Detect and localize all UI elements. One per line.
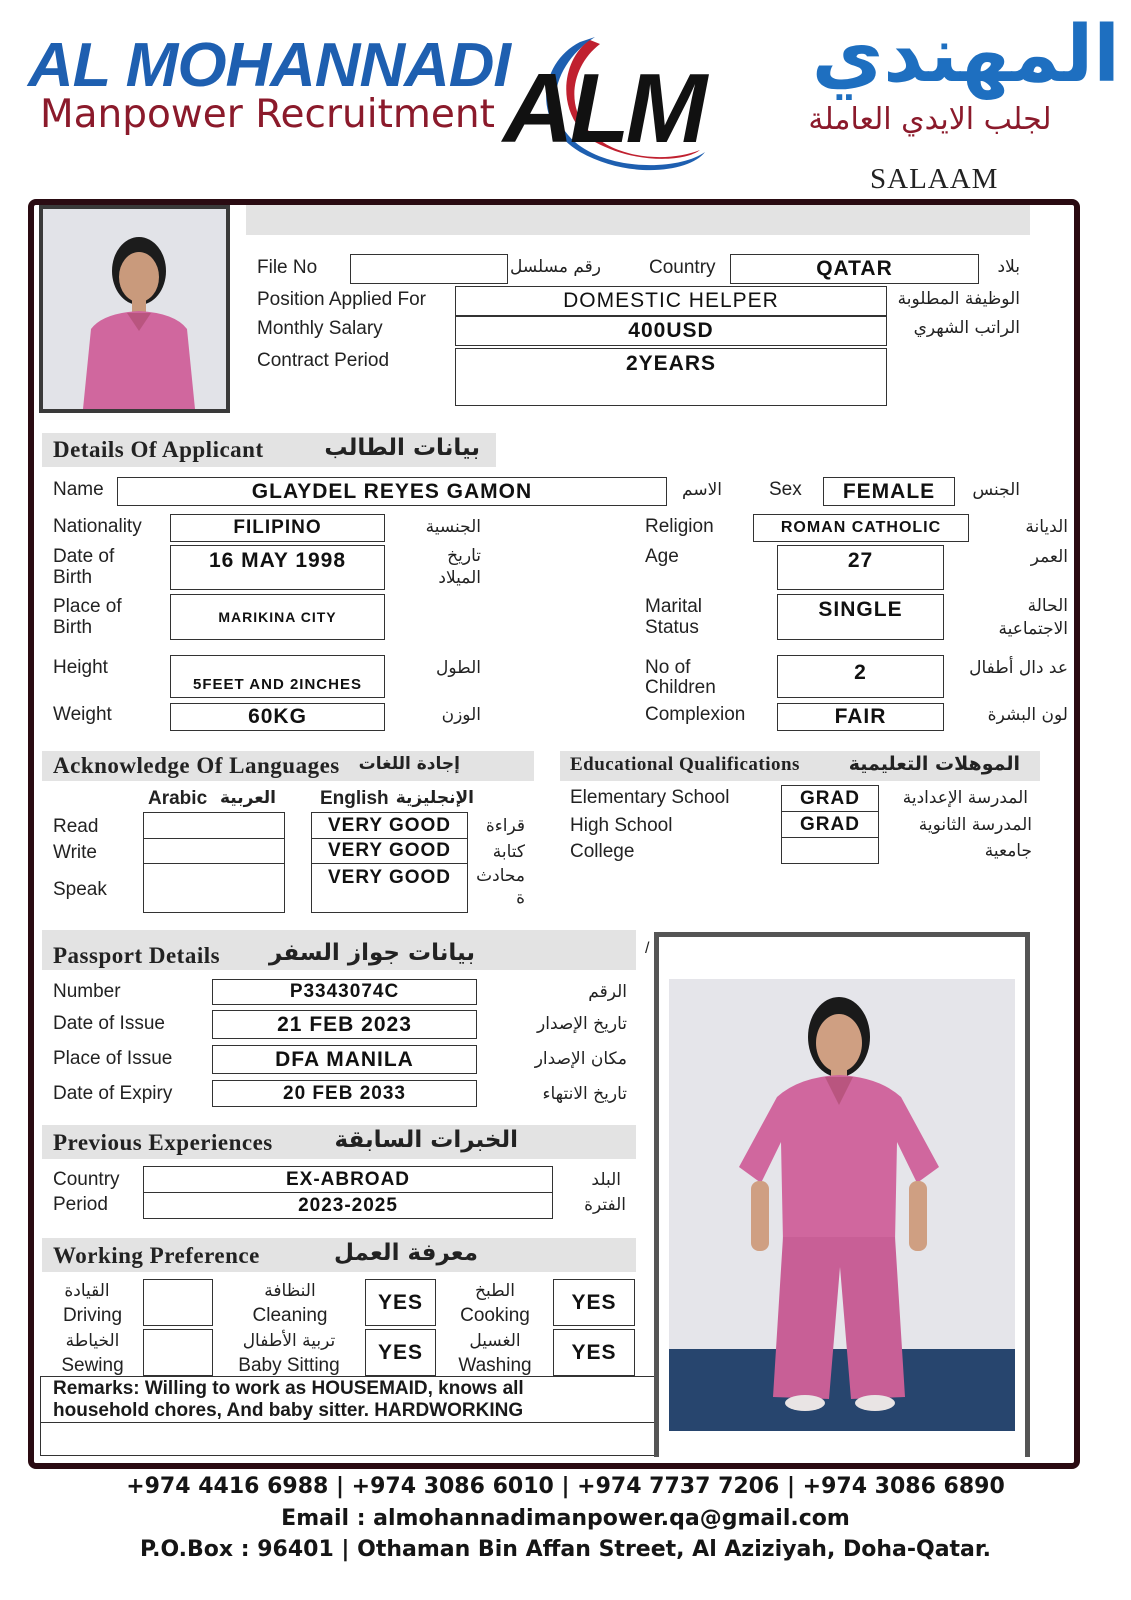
speak-label-ar-2: ة: [516, 888, 525, 908]
remarks-divider: [40, 1422, 654, 1423]
brand-name-english: AL MOHANNADI: [28, 31, 510, 100]
sex-label-ar: الجنس: [972, 480, 1020, 500]
salary-label: Monthly Salary: [257, 318, 383, 339]
remarks-line-1: Remarks: Willing to work as HOUSEMAID, knows all: [53, 1378, 524, 1399]
footer-phones: +974 4416 6988 | +974 3086 6010 | +974 7737 7206 | +974 3086 6890: [126, 1474, 1005, 1499]
exp-country-label: Country: [53, 1169, 120, 1190]
person-portrait-icon: [43, 209, 226, 409]
file-no-label: File No: [257, 257, 318, 278]
washing-label-ar: الغسيل: [469, 1331, 521, 1351]
baby-sitting-label: Baby Sitting: [238, 1355, 340, 1376]
preference-section-title-ar: معرفة العمل: [334, 1240, 478, 1266]
complexion-field: FAIR: [777, 703, 944, 731]
col-arabic-label-ar: العربية: [219, 788, 276, 808]
cleaning-label: Cleaning: [252, 1305, 328, 1326]
cooking-field: YES: [553, 1279, 635, 1326]
exp-country-label-ar: البلد: [591, 1170, 621, 1190]
issue-date-label: Date of Issue: [53, 1013, 165, 1034]
issue-date-field: 21 FEB 2023: [212, 1010, 477, 1039]
brand-name-arabic: المهندي: [811, 10, 1120, 100]
sewing-label: Sewing: [61, 1355, 124, 1376]
cleaning-label-ar: النظافة: [264, 1281, 316, 1301]
nationality-label-ar: الجنسية: [425, 517, 481, 537]
file-no-label-ar: رقم مسلسل: [510, 257, 601, 277]
issue-date-label-ar: تاريخ الإصدار: [537, 1014, 627, 1034]
elementary-field: GRAD: [781, 785, 879, 812]
marital-label-1: Marital: [645, 596, 703, 617]
college-label-ar: جامعية: [984, 841, 1032, 861]
pob-label-1: Place of: [53, 596, 122, 617]
exp-country-field: EX-ABROAD: [143, 1166, 553, 1193]
alm-logo-text: ALM: [503, 53, 704, 163]
pob-label-2: Birth: [53, 617, 93, 638]
dob-label-ar-2: الميلاد: [438, 568, 481, 588]
college-label: College: [570, 841, 635, 862]
brand-tagline-english: Manpower Recruitment: [40, 92, 495, 137]
age-label-ar: العمر: [1030, 547, 1068, 567]
baby-sitting-field: YES: [365, 1329, 436, 1376]
expiry-date-label-ar: تاريخ الانتهاء: [542, 1084, 627, 1104]
children-label-ar: عد دال أطفال: [969, 658, 1068, 678]
position-field: DOMESTIC HELPER: [455, 286, 887, 316]
high-school-label-ar: المدرسة الثانوية: [918, 815, 1032, 835]
exp-period-field: 2023-2025: [143, 1192, 553, 1219]
cleaning-field: YES: [365, 1279, 436, 1326]
passport-section-title-ar: بيانات جواز السفر: [269, 940, 475, 966]
marital-label-2: Status: [645, 617, 699, 638]
education-section-title-ar: الموهلات التعليمية: [848, 753, 1020, 775]
height-label-ar: الطول: [436, 658, 481, 678]
applicant-section-title: Details Of Applicant: [53, 437, 264, 462]
dob-field: 16 MAY 1998: [170, 545, 385, 590]
languages-section-title-ar: إجادة اللغات: [358, 754, 460, 774]
speak-arabic-field: [143, 863, 285, 913]
children-label-2: Children: [645, 677, 716, 698]
college-field: [781, 837, 879, 864]
cooking-label: Cooking: [460, 1305, 530, 1326]
elementary-label: Elementary School: [570, 787, 730, 808]
driving-field: [143, 1279, 213, 1326]
col-english-label-ar: الإنجليزية: [395, 788, 474, 808]
exp-period-label-ar: الفترة: [584, 1195, 626, 1215]
marital-field: SINGLE: [777, 594, 944, 640]
sewing-label-ar: الخياطة: [65, 1331, 120, 1351]
issue-place-field: DFA MANILA: [212, 1045, 477, 1074]
col-arabic-label: Arabic: [148, 788, 208, 809]
complexion-label: Complexion: [645, 704, 746, 725]
expiry-date-label: Date of Expiry: [53, 1083, 173, 1104]
dob-label-ar-1: تاريخ: [447, 546, 481, 566]
read-label: Read: [53, 816, 99, 837]
elementary-label-ar: المدرسة الإعدادية: [902, 788, 1028, 808]
country-field: QATAR: [730, 254, 979, 284]
name-label: Name: [53, 479, 104, 500]
passport-number-label: Number: [53, 981, 121, 1002]
dob-label-1: Date of: [53, 546, 115, 567]
high-school-label: High School: [570, 815, 673, 836]
write-english-field: VERY GOOD: [311, 838, 468, 864]
applicant-photo-small: [39, 205, 230, 413]
applicant-section-title-ar: بيانات الطالب: [324, 435, 480, 461]
write-label: Write: [53, 842, 97, 863]
issue-place-label-ar: مكان الإصدار: [534, 1049, 627, 1069]
height-field: 5FEET AND 2INCHES: [170, 655, 385, 698]
file-no-field: [350, 254, 508, 284]
height-label: Height: [53, 657, 108, 678]
driving-label: Driving: [62, 1305, 123, 1326]
read-english-field: VERY GOOD: [311, 812, 468, 839]
speak-label: Speak: [53, 879, 107, 900]
issue-place-label: Place of Issue: [53, 1048, 173, 1069]
weight-field: 60KG: [170, 703, 385, 731]
country-label-ar: بلاد: [997, 257, 1020, 277]
religion-field: ROMAN CATHOLIC: [753, 514, 969, 542]
name-label-ar: الاسم: [682, 480, 722, 500]
speak-label-ar-1: محادث: [476, 866, 525, 886]
weight-label-ar: الوزن: [441, 705, 481, 725]
education-section-title: Educational Qualifications: [570, 754, 800, 775]
sex-field: FEMALE: [823, 477, 955, 506]
write-label-ar: كتابة: [492, 842, 525, 862]
dob-label-2: Birth: [53, 567, 93, 588]
col-english-label: English: [320, 788, 389, 809]
salary-label-ar: الراتب الشهري: [913, 318, 1020, 338]
footer-address: P.O.Box : 96401 | Othaman Bin Affan Street, Al Aziziyah, Doha-Qatar.: [140, 1537, 991, 1562]
passport-number-label-ar: الرقم: [588, 982, 627, 1002]
marital-label-ar-1: الحالة: [1027, 596, 1068, 616]
position-label-ar: الوظيفة المطلوبة: [897, 289, 1020, 309]
exp-period-label: Period: [53, 1194, 108, 1215]
country-label: Country: [649, 257, 716, 278]
cooking-label-ar: الطبخ: [475, 1281, 515, 1301]
baby-sitting-label-ar: تربية الأطفال: [242, 1331, 336, 1351]
religion-label-ar: الديانة: [1025, 517, 1068, 537]
pob-field: MARIKINA CITY: [170, 594, 385, 640]
children-field: 2: [777, 655, 944, 698]
sewing-field: [143, 1329, 213, 1376]
passport-number-field: P3343074C: [212, 979, 477, 1005]
passport-section-title: Passport Details: [53, 943, 221, 968]
write-arabic-field: [143, 838, 285, 864]
languages-section-title: Acknowledge Of Languages: [53, 753, 340, 778]
nationality-field: FILIPINO: [170, 514, 385, 542]
salary-field: 400USD: [455, 316, 887, 346]
remarks-line-2: household chores, And baby sitter. HARDWORKING: [53, 1400, 524, 1421]
age-label: Age: [645, 546, 679, 567]
person-full-body-icon: [659, 937, 1025, 1457]
brand-tagline-arabic: لجلب الايدي العاملة: [808, 102, 1052, 137]
nationality-label: Nationality: [53, 516, 142, 537]
sex-label: Sex: [769, 479, 802, 500]
footer-email: Email : almohannadimanpower.qa@gmail.com: [281, 1506, 850, 1531]
complexion-label-ar: لون البشرة: [987, 705, 1068, 725]
children-label-1: No of: [645, 657, 691, 678]
high-school-field: GRAD: [781, 811, 879, 838]
washing-label: Washing: [458, 1355, 532, 1376]
experience-section-title: Previous Experiences: [53, 1130, 273, 1155]
religion-label: Religion: [645, 516, 714, 537]
passport-slash: /: [645, 940, 650, 957]
agency-subtitle: SALAAM: [870, 163, 999, 195]
name-field: GLAYDEL REYES GAMON: [117, 477, 667, 506]
read-label-ar: قراءة: [485, 816, 525, 836]
position-label: Position Applied For: [257, 289, 426, 310]
contract-field: 2YEARS: [455, 348, 887, 406]
applicant-photo-full: [654, 932, 1030, 1457]
age-field: 27: [777, 545, 944, 590]
preference-section-title: Working Preference: [53, 1243, 260, 1268]
read-arabic-field: [143, 812, 285, 839]
header-strip: [246, 205, 1030, 235]
driving-label-ar: القيادة: [64, 1281, 110, 1301]
weight-label: Weight: [53, 704, 112, 725]
experience-section-title-ar: الخبرات السابقة: [334, 1127, 518, 1153]
speak-english-field: VERY GOOD: [311, 863, 468, 913]
marital-label-ar-2: الاجتماعية: [998, 619, 1068, 639]
contract-label: Contract Period: [257, 350, 390, 371]
washing-field: YES: [553, 1329, 635, 1376]
expiry-date-field: 20 FEB 2033: [212, 1080, 477, 1107]
